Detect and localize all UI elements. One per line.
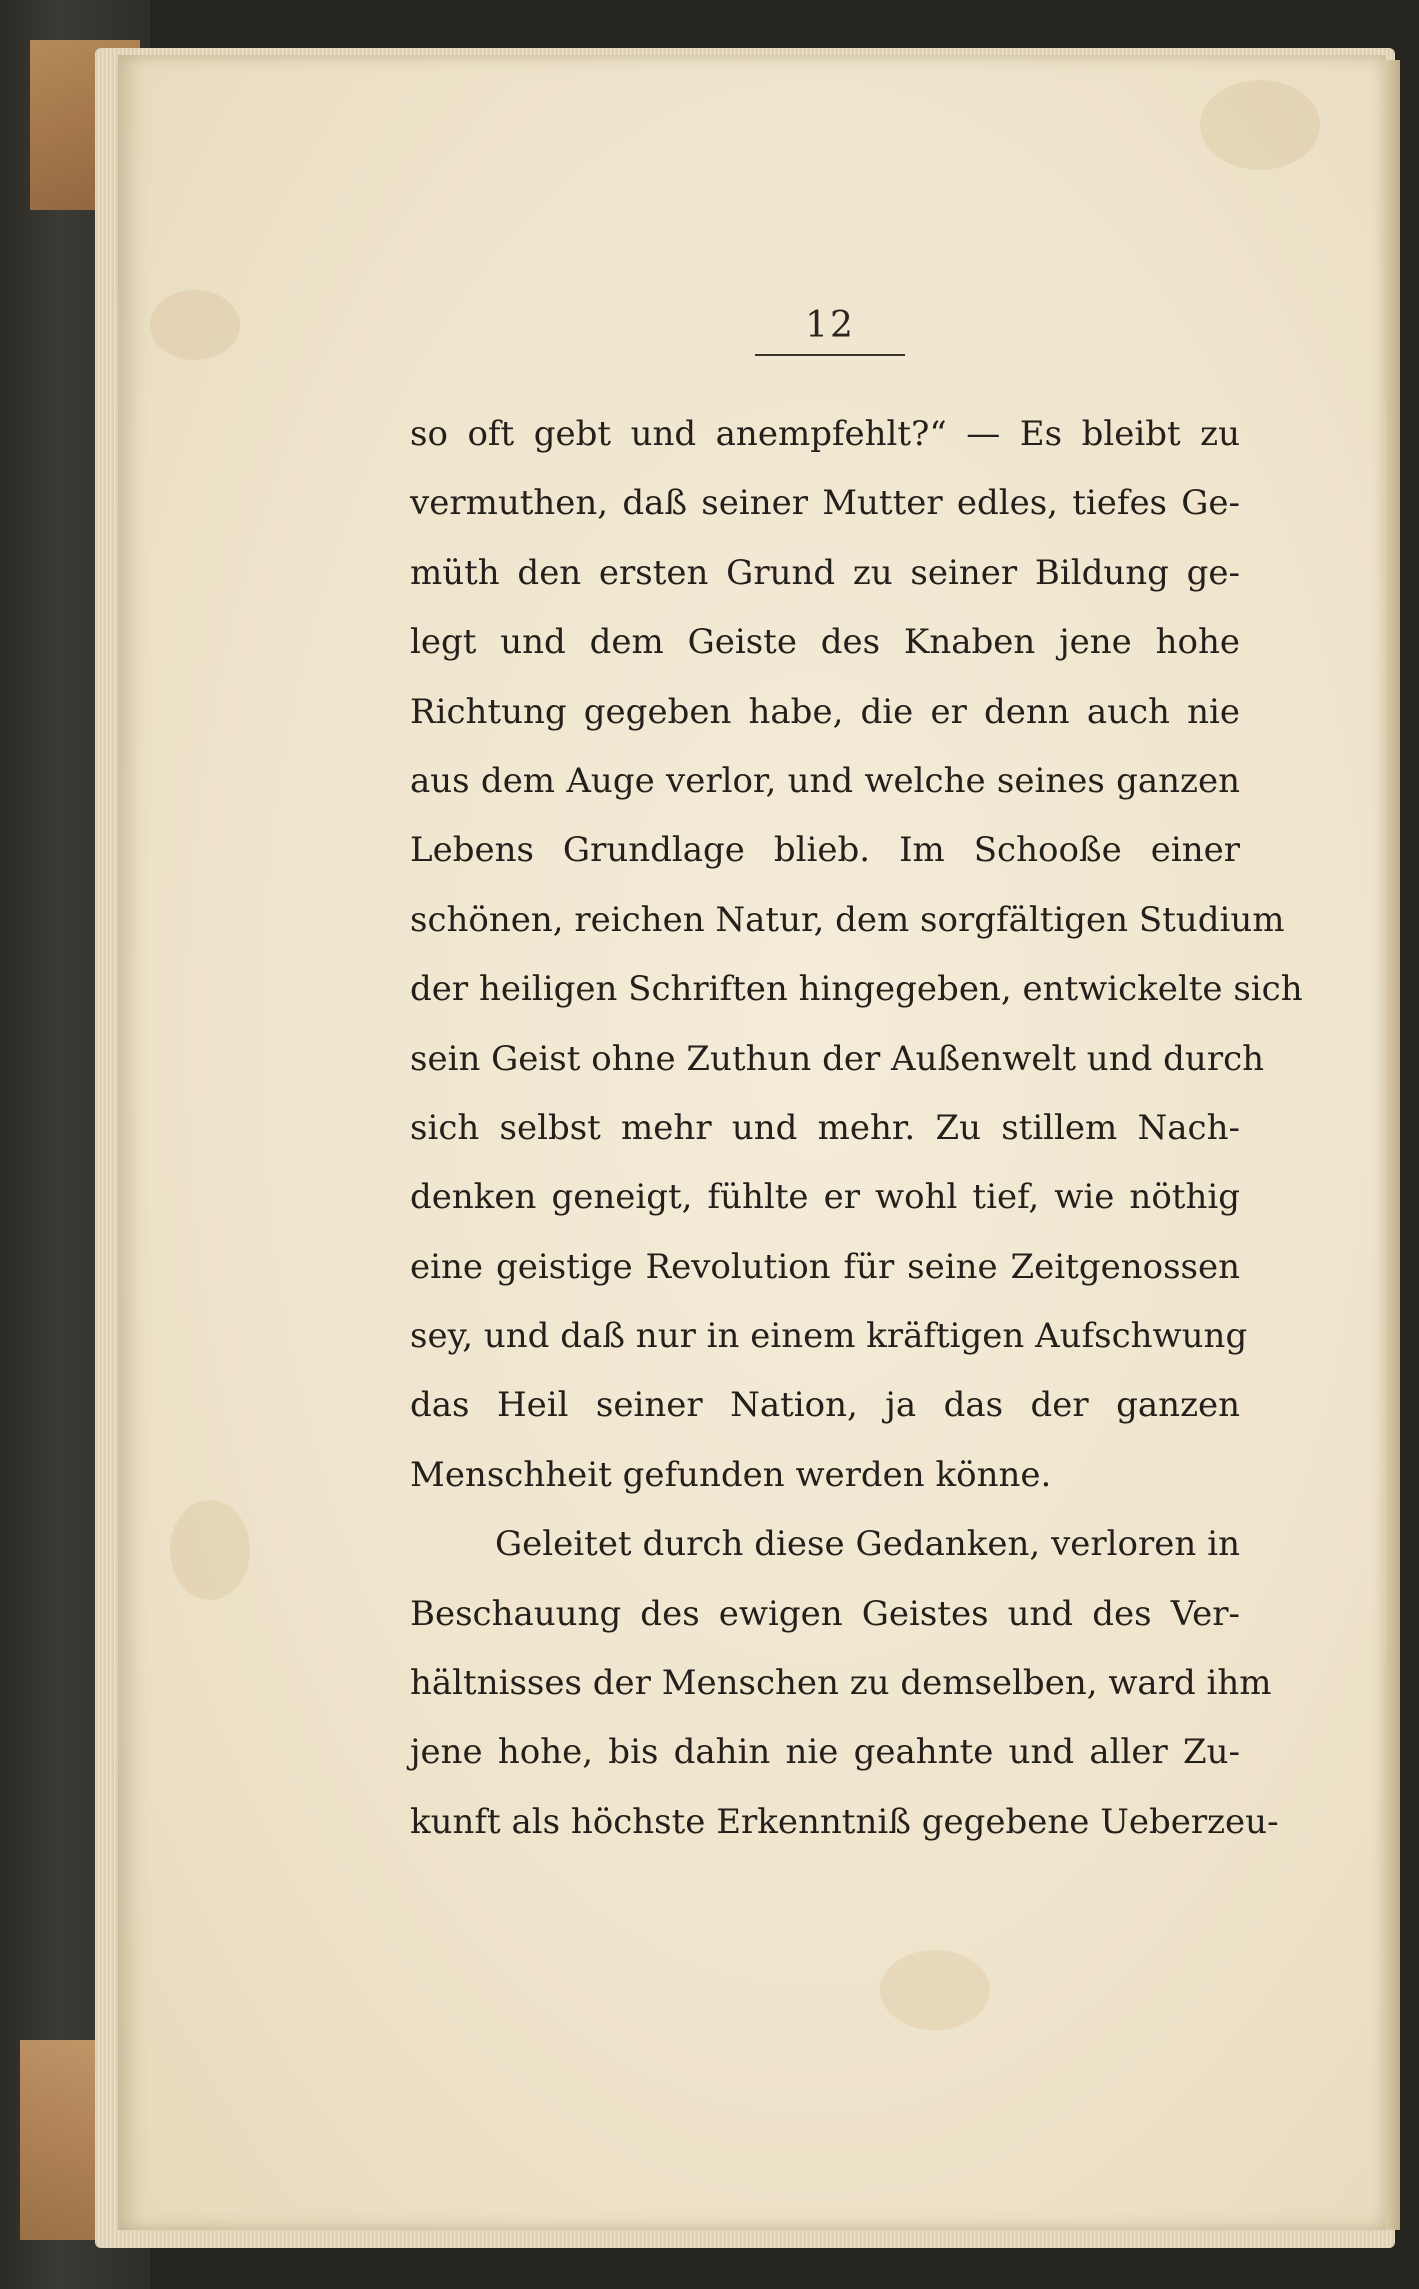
text-line: hältnisses der Menschen zu demselben, ward ihm [410, 1663, 1272, 1704]
text-line: legt und dem Geiste des Knaben jene hohe [410, 622, 1240, 663]
text-line: Richtung gegeben habe, die er denn auch nie [410, 691, 1240, 732]
text-line: sey, und daß nur in einem kräftigen Aufschwung [410, 1316, 1248, 1357]
text-line: Geleitet durch diese Gedanken, verloren in [495, 1524, 1240, 1565]
text-line: denken geneigt, fühlte er wohl tief, wie nöthig [410, 1177, 1240, 1218]
foxing-stain [880, 1950, 990, 2030]
text-line: eine geistige Revolution für seine Zeitgenossen [410, 1246, 1240, 1287]
text-line: sein Geist ohne Zuthun der Außenwelt und durch [410, 1038, 1265, 1079]
text-line: der heiligen Schriften hingegeben, entwickelte sich [410, 969, 1303, 1010]
header-rule [755, 354, 905, 356]
text-line: so oft gebt und anempfehlt?“ — Es bleibt zu [410, 414, 1240, 454]
paragraph [410, 1510, 1279, 1857]
text-line: kunft als höchste Erkenntniß gegebene Ueberzeu- [410, 1801, 1279, 1842]
foxing-stain [1200, 80, 1320, 170]
text-line: aus dem Auge verlor, und welche seines ganzen [410, 760, 1240, 801]
text-line: Lebens Grundlage blieb. Im Schooße einer [410, 830, 1240, 871]
text-line: vermuthen, daß seiner Mutter edles, tiefes Ge- [410, 483, 1240, 524]
text-line: Menschheit gefunden werden könne. [410, 1454, 1052, 1495]
paragraph [410, 400, 1303, 1510]
page-number: 12 [805, 305, 855, 346]
body-text [410, 400, 1303, 1857]
text-line: müth den ersten Grund zu seiner Bildung ge- [410, 552, 1240, 593]
text-line: das Heil seiner Nation, ja das der ganzen [410, 1385, 1240, 1426]
text-line: Beschauung des ewigen Geistes und des Ver- [410, 1593, 1240, 1634]
foxing-stain [170, 1500, 250, 1600]
page-header [755, 305, 905, 356]
text-line: sich selbst mehr und mehr. Zu stillem Nach- [410, 1107, 1240, 1148]
text-line: jene hohe, bis dahin nie geahnte und aller Zu- [410, 1732, 1240, 1773]
page-right-edge [1386, 60, 1400, 2230]
foxing-stain [150, 290, 240, 360]
text-line: schönen, reichen Natur, dem sorgfältigen Studium [410, 899, 1285, 940]
